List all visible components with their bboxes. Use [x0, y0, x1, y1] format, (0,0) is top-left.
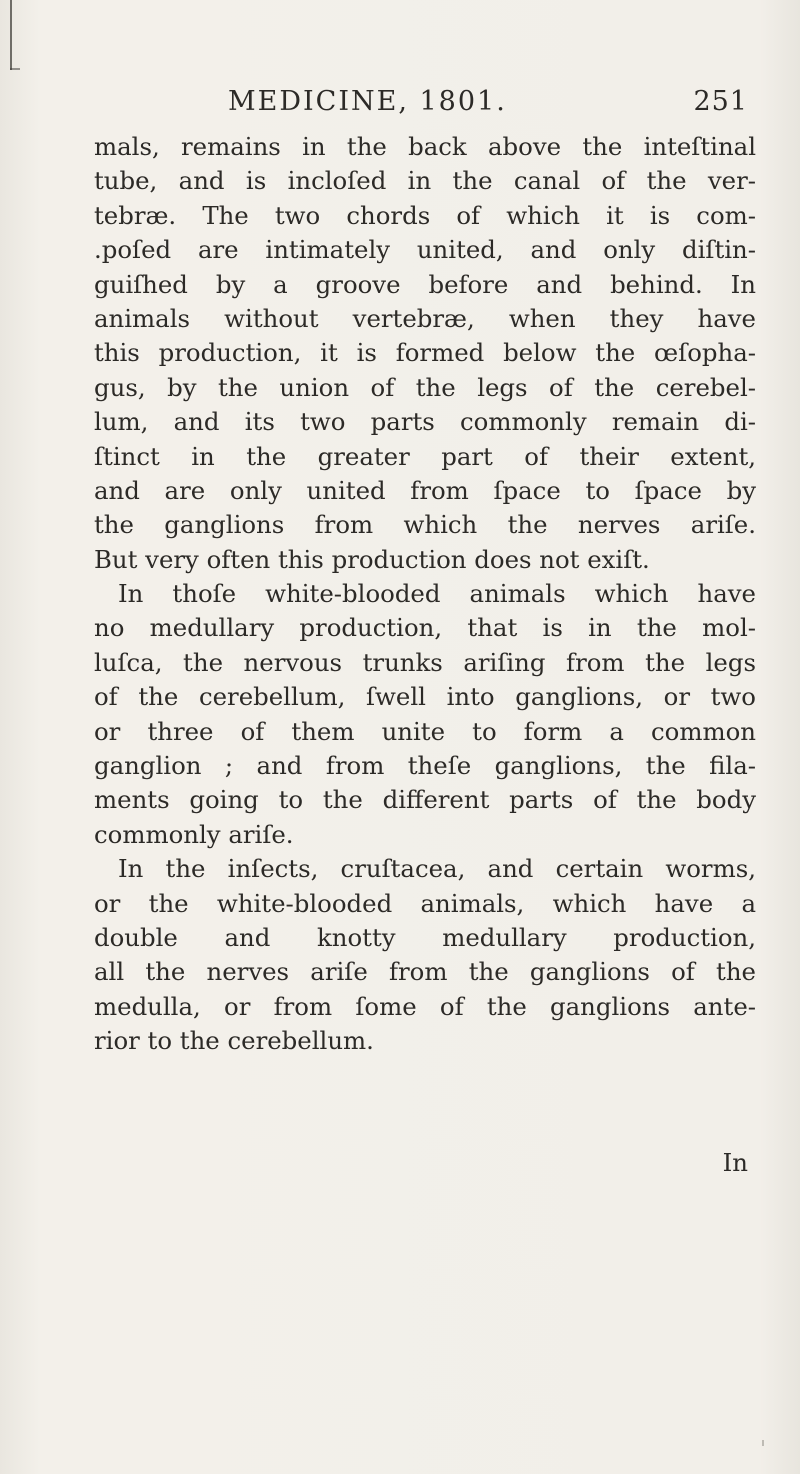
text-line: luſca, the nervous trunks ariſing from the legs [94, 647, 756, 677]
running-title: MEDICINE, 1801. [228, 86, 507, 117]
text-line: tube, and is incloſed in the canal of the ver- [94, 166, 756, 196]
text-line: or three of them unite to form a common [94, 716, 756, 746]
text-line: medulla, or from ſome of the ganglions ante- [94, 991, 756, 1021]
text-line: In the inſects, cruſtacea, and certain worms, [118, 854, 756, 884]
page-edge-mark-top [10, 68, 20, 70]
text-line: ments going to the different parts of the body [94, 785, 756, 815]
text-line: gus, by the union of the legs of the cerebel- [94, 372, 756, 402]
text-line: double and knotty medullary production, [94, 922, 756, 952]
text-line: ſtinct in the greater part of their extent, [94, 441, 756, 471]
text-line: .poſed are intimately united, and only diſtin- [94, 235, 756, 265]
text-line: all the nerves ariſe from the ganglions of the [94, 957, 756, 987]
paper-speck [762, 1440, 764, 1446]
text-line: the ganglions from which the nerves ariſe. [94, 510, 756, 540]
text-line: rior to the cerebellum. [94, 1026, 374, 1056]
text-line: mals, remains in the back above the inteſtinal [94, 132, 756, 161]
text-line: But very often this production does not exiſt. [94, 544, 650, 574]
text-line: this production, it is formed below the œſopha- [94, 338, 756, 368]
text-line: tebræ. The two chords of which it is com- [94, 200, 756, 230]
body-text [94, 130, 756, 1059]
text-line: ganglion ; and from theſe ganglions, the fila- [94, 751, 756, 781]
text-line: guiſhed by a groove before and behind. In [94, 269, 756, 299]
text-line: or the white-blooded animals, which have a [94, 888, 756, 918]
page-edge-mark [10, 0, 12, 70]
text-line: lum, and its two parts commonly remain di- [94, 407, 756, 437]
text-line: In thoſe white-blooded animals which have [118, 579, 756, 609]
text-line: and are only united from ſpace to ſpace by [94, 475, 756, 505]
catchword: In [722, 1148, 748, 1177]
text-line: animals without vertebræ, when they have [94, 303, 756, 333]
text-line: no medullary production, that is in the mol- [94, 613, 756, 643]
text-line: of the cerebellum, ſwell into ganglions, or two [94, 682, 756, 712]
page-header [228, 86, 748, 126]
page-number: 251 [693, 86, 748, 117]
text-line: commonly ariſe. [94, 819, 294, 849]
